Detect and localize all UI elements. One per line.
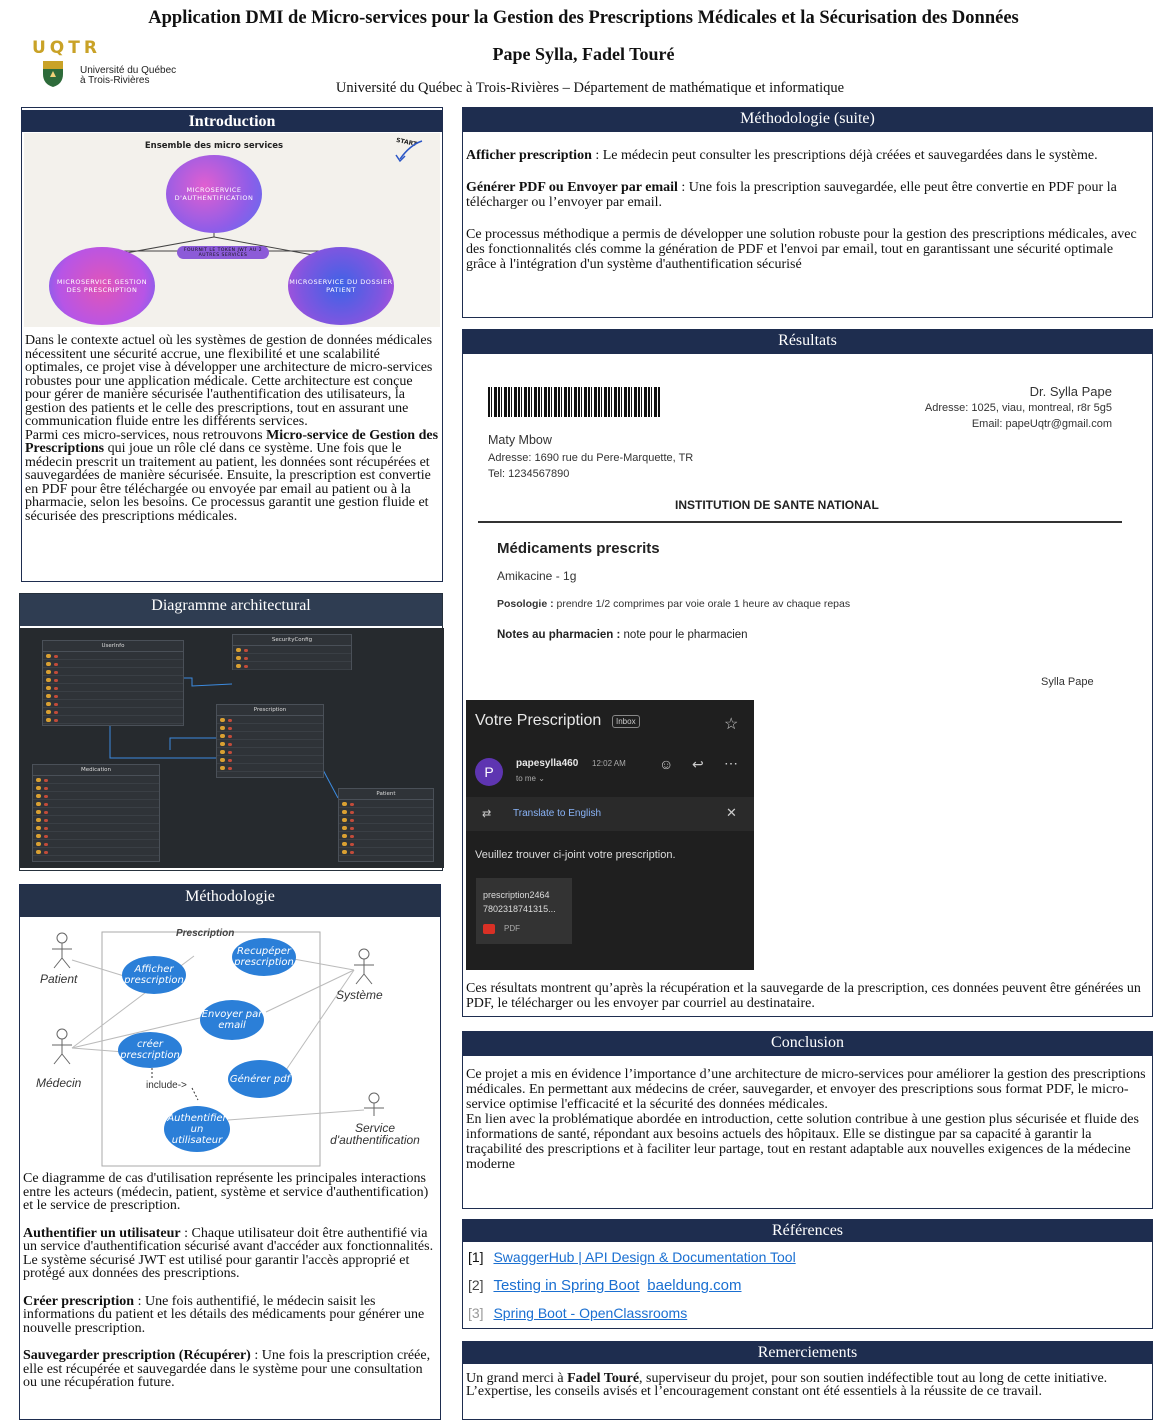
graphic-title: Ensemble des micro services xyxy=(144,141,284,151)
table-securityconfig: SecurityConfig xyxy=(232,634,352,670)
usecase-recuperer: Recupéper prescription xyxy=(232,938,296,976)
posologie: Posologie : prendre 1/2 comprimes par voie orale 1 heure av chaque repas xyxy=(497,598,851,610)
pdf-icon xyxy=(483,924,495,934)
avatar: P xyxy=(475,758,503,786)
reference-3-link[interactable]: Spring Boot - OpenClassrooms xyxy=(493,1305,688,1321)
table-userinfo: UserInfo xyxy=(42,640,184,726)
uqtr-logo xyxy=(32,38,202,98)
email-time: 12:02 AM xyxy=(592,759,626,768)
patient-tel: Tel: 1234567890 xyxy=(488,468,570,480)
doctor-address: Adresse: 1025, viau, montreal, r8r 5g5 xyxy=(924,402,1112,414)
email-screenshot xyxy=(466,700,754,970)
introduction-paragraph-1: Dans le contexte actuel où les systèmes de gestion de données médicales nécessitent une sécurité accrue, une flexibilité et une scalabilité optimales, ce projet vise à développer une architecture de micro-services robustes pour une application médicale. Cette architecture est conçue pour gérer de manière sécurisée l'authentification des utilisateurs, la gestion des patients et le celle des prescriptions, tout en assurant une communication fluide entre les différents services. xyxy=(25,333,433,429)
reply-icon[interactable]: ↩ xyxy=(692,756,704,772)
results-caption: Ces résultats montrent qu’après la récupération et la sauvegarde de la prescription, ces données peuvent être générées un PDF, le télécharger ou les envoyer par courriel au destinataire. xyxy=(466,981,1141,1011)
reference-1: [1] SwaggerHub | API Design & Documentation Tool xyxy=(468,1249,796,1265)
signature: Sylla Pape xyxy=(1041,676,1094,688)
table-patient: Patient xyxy=(338,788,434,862)
table-medication: Medication xyxy=(32,764,160,862)
usecase-creer: créer prescription xyxy=(118,1032,182,1068)
methodology-save: Sauvegarder prescription (Récupérer) : Une fois la prescription créée, elle est récupérée et sauvegardée dans le système pour une consultation ou une récupération future. xyxy=(23,1348,431,1390)
actor-medecin: Médecin xyxy=(36,1076,82,1090)
logo-wordmark: UQTR xyxy=(32,38,101,58)
architecture-title: Diagramme architectural xyxy=(20,594,442,626)
email-subject: Votre Prescription xyxy=(475,712,602,729)
conclusion-title: Conclusion xyxy=(463,1032,1152,1056)
introduction-paragraph-2: Parmi ces micro-services, nous retrouvons Micro-service de Gestion des Prescriptions qui joue un rôle clé dans ce système. Une fois que le médecin prescrit un traitement au patient, les données sont récupérées et sauvegardées de manière sécurisée. Ensuite, la prescription est convertie en PDF pour être téléchargée ou envoyée par email au patient ou à la pharmacie, selon les besoins. Ce processus garantit une gestion fluide et sécurisée des prescriptions médicales. xyxy=(25,427,439,524)
methodology-summary: Ce processus méthodique a permis de développer une solution robuste pour la gestion des prescriptions médicales, avec des fonctionnalités clés comme la génération de PDF et l'envoi par email, tout en garantissant une sécurité optimale grâce à l'intégration d'un système d'authentification sécurisé xyxy=(466,227,1137,272)
usecase-afficher: Afficher prescription xyxy=(122,956,186,994)
shield-icon xyxy=(42,60,64,88)
inbox-badge[interactable]: Inbox xyxy=(612,715,640,728)
pharmacist-notes: Notes au pharmacien : note pour le pharmacien xyxy=(497,629,748,641)
methodology-cont-title: Méthodologie (suite) xyxy=(463,108,1152,132)
translate-link[interactable]: Translate to English xyxy=(513,808,602,819)
translate-bar xyxy=(466,797,754,831)
logo-university: Université du Québec à Trois-Rivières xyxy=(80,65,177,86)
reference-2-link[interactable]: Testing in Spring Boot xyxy=(493,1277,640,1294)
references-title: Références xyxy=(463,1220,1152,1242)
affiliation: Université du Québec à Trois-Rivières – Département de mathématique et informatique xyxy=(335,80,845,96)
close-icon[interactable]: ✕ xyxy=(726,805,737,820)
methodology-pdf: Générer PDF ou Envoyer par email : Une fois la prescription sauvegardée, elle peut être convertie en PDF pour la télécharger ou l’envoyer par email. xyxy=(466,180,1117,210)
methodology-title: Méthodologie xyxy=(20,885,440,917)
institution: INSTITUTION DE SANTE NATIONAL xyxy=(675,498,879,512)
meds-title: Médicaments prescrits xyxy=(497,540,660,557)
patient-service-node: MICROSERVICE DU DOSSIER PATIENT xyxy=(288,247,394,325)
thanks-text: Un grand merci à Fadel Touré, superviseur du projet, pour son soutien indéfectible tout au long de cette initiative. L’expertise, les conseils avisés et l’encouragement constant ont été essentiels à la réussite de ce travail. xyxy=(466,1371,1108,1399)
usecase-authentifier: Authentifier un utilisateur xyxy=(164,1106,230,1152)
methodology-cont-text xyxy=(466,148,1146,272)
methodology-intro: Ce diagramme de cas d'utilisation représente les principales interactions entre les acteurs (médecin, patient, système et service d'authentification) et le service de prescription. xyxy=(23,1171,429,1213)
email-body: Veuillez trouver ci-joint votre prescription. xyxy=(475,849,676,861)
conclusion-paragraph-1: Ce projet a mis en évidence l’importance d’une architecture de micro-services pour améliorer la gestion des prescriptions médicales. En permettant aux médecins de créer, sauvegarder, et envoyer des prescriptions sous format PDF, le micro-service optimise l'efficacité et la sécurité des données médicales. xyxy=(466,1067,1146,1112)
actor-auth-service: Service d'authentification xyxy=(330,1121,420,1147)
actor-patient: Patient xyxy=(40,972,78,986)
conclusion-text xyxy=(466,1067,1148,1172)
table-prescription: Prescription xyxy=(216,704,324,778)
thanks-title: Remerciements xyxy=(463,1342,1152,1364)
methodology-create: Créer prescription : Une fois authentifié, le médecin saisit les informations du patient et les détails des médicaments pour générer une nouvelle prescription. xyxy=(23,1293,425,1336)
patient-name: Maty Mbow xyxy=(488,433,552,447)
sender-name: papesylla460 xyxy=(516,758,579,769)
usecase-generer: Générer pdf xyxy=(228,1060,292,1098)
system-boundary-label: Prescription xyxy=(176,928,235,939)
use-case-diagram xyxy=(24,920,438,1170)
star-icon[interactable]: ☆ xyxy=(724,716,739,733)
medication-line: Amikacine - 1g xyxy=(497,569,577,583)
doctor-email: Email: papeUqtr@gmail.com xyxy=(971,418,1112,430)
barcode xyxy=(488,387,660,417)
results-title: Résultats xyxy=(463,330,1152,354)
prescription-service-node: MICROSERVICE GESTION DES PRESCRIPTION xyxy=(49,247,155,325)
patient-address: Adresse: 1690 rue du Pere-Marquette, TR xyxy=(488,452,694,464)
recipient[interactable]: to me ⌄ xyxy=(516,774,545,783)
reference-3: [3] Spring Boot - OpenClassrooms xyxy=(468,1305,688,1321)
authors: Pape Sylla, Fadel Touré xyxy=(492,44,675,64)
emoji-icon[interactable]: ☺ xyxy=(659,756,674,772)
reference-2-site-link[interactable]: baeldung.com xyxy=(647,1277,742,1294)
more-icon[interactable]: ⋯ xyxy=(724,755,738,771)
auth-service-node: MICROSERVICE D'AUTHENTIFICATION xyxy=(166,155,262,233)
include-label: include-> xyxy=(146,1080,187,1091)
jwt-token-label: FOURNIT LE TOKEN JWT AU 2 AUTRES SERVICES xyxy=(177,246,269,259)
start-label: START xyxy=(395,136,418,149)
methodology-text xyxy=(23,1172,435,1390)
introduction-title: Introduction xyxy=(22,110,442,132)
actor-systeme: Système xyxy=(336,988,383,1002)
conclusion-paragraph-2: En lien avec la problématique abordée en introduction, cette solution contribue à une gestion plus sécurisée et fluide des informations de santé, répondant aux besoins actuels des hôpitaux. Elle se distingue par sa capacité à garantir la traçabilité des prescriptions et à faciliter leur partage, tout en restant adaptable aux nouvelles exigences de la médecine moderne xyxy=(466,1112,1139,1172)
microservices-graphic xyxy=(24,133,440,327)
methodology-show: Afficher prescription : Le médecin peut consulter les prescriptions déjà créées et sauvegardées dans le système. xyxy=(466,148,1098,163)
translate-icon: ⇄ xyxy=(482,808,492,820)
divider xyxy=(478,521,1122,523)
introduction-text xyxy=(25,334,439,523)
reference-2: [2] Testing in Spring Boot baeldung.com xyxy=(468,1277,742,1294)
doctor-name: Dr. Sylla Pape xyxy=(1029,384,1112,399)
poster-title: Application DMI de Micro-services pour la Gestion des Prescriptions Médicales et la Sécurisation des Données xyxy=(148,8,1019,28)
methodology-auth: Authentifier un utilisateur : Chaque utilisateur doit être authentifié via un service d'authentification sécurisé avant d'accéder aux fonctionnalités. Le système sécurisé JWT est utilisé pour garantir l'accès approprié et protégé aux données des prescriptions. xyxy=(23,1225,434,1281)
reference-1-link[interactable]: SwaggerHub | API Design & Documentation Tool xyxy=(493,1249,796,1265)
usecase-envoyer: Envoyer par email xyxy=(200,1000,264,1040)
pdf-attachment[interactable]: prescription2464 7802318741315... PDF xyxy=(476,878,572,944)
class-diagram xyxy=(20,628,444,868)
